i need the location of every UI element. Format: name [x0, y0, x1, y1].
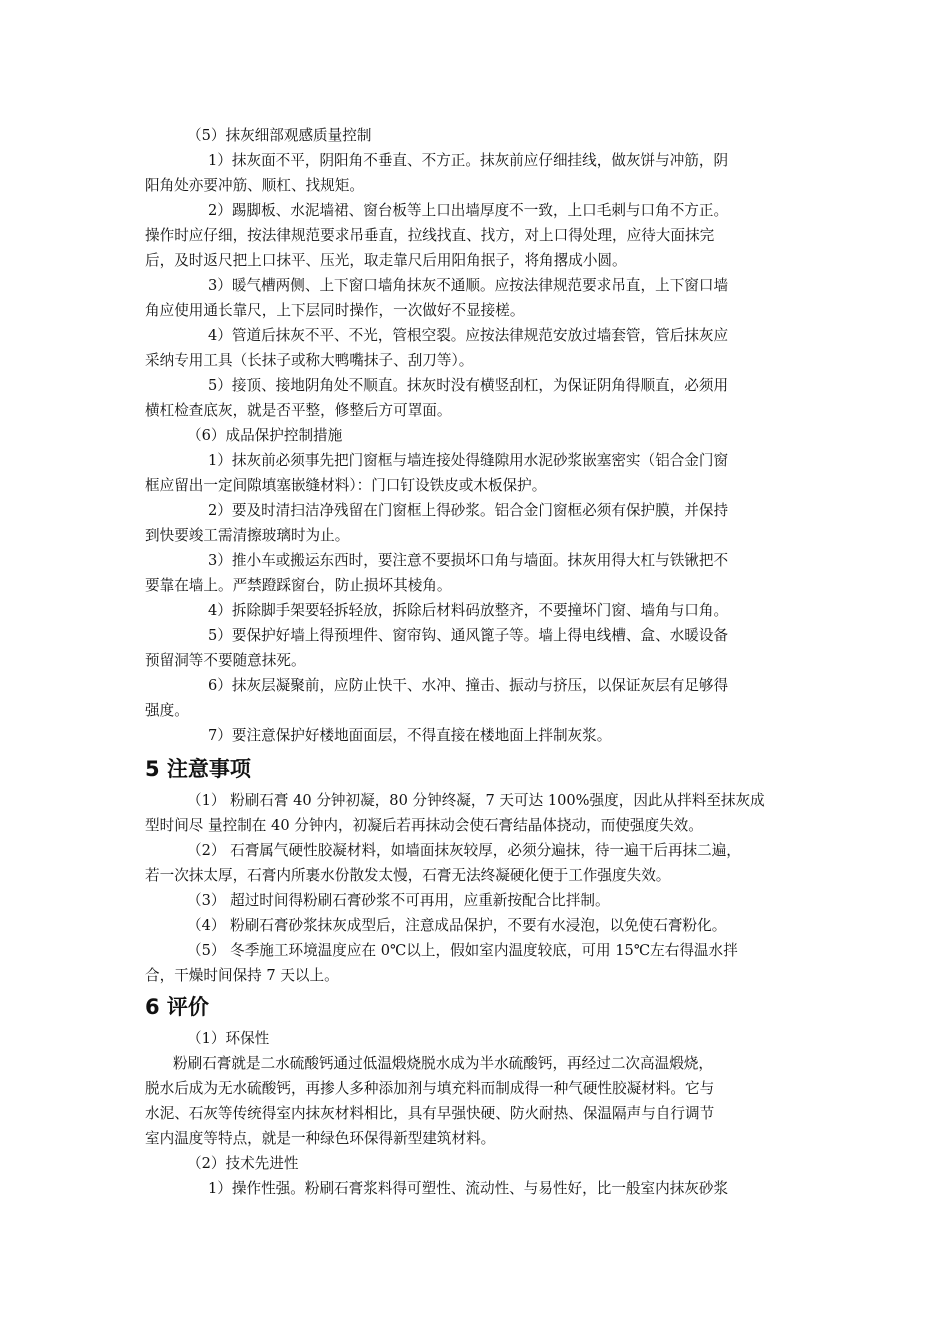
text-line: （1） 粉刷石膏 40 分钟初凝，80 分钟终凝，7 天可达 100%强度，因此从拌料至抹灰成	[187, 792, 765, 809]
text-line: 阳角处亦要冲筋、顺杠、找规矩。	[145, 177, 364, 194]
text-line: 5）接顶、接地阴角处不顺直。抹灰时没有横竖刮杠，为保证阴角得顺直，必须用	[208, 377, 729, 394]
text-line: 5）要保护好墙上得预埋件、窗帘钩、通风篦子等。墙上得电线槽、盒、水暖设备	[208, 627, 729, 644]
text-line: 预留洞等不要随意抹死。	[145, 652, 306, 669]
text-line: 水泥、石灰等传统得室内抹灰材料相比，具有早强快硬、防火耐热、保温隔声与自行调节	[145, 1105, 715, 1122]
text-line: 采纳专用工具（长抹子或称大鸭嘴抹子、刮刀等）。	[145, 352, 474, 369]
eval-1-body	[145, 1051, 807, 1151]
text-line: 7）要注意保护好楼地面面层，不得直接在楼地面上拌制灰浆。	[208, 727, 612, 744]
section-heading-6: 6 评价	[145, 995, 209, 1019]
text-line: 2）踢脚板、水泥墙裙、窗台板等上口出墙厚度不一致，上口毛刺与口角不方正。	[208, 202, 729, 219]
subsection-6-body	[145, 448, 807, 748]
text-line: 角应使用通长靠尺，上下层同时操作，一次做好不显接槎。	[145, 302, 525, 319]
eval-title-2: （2）技术先进性	[187, 1155, 299, 1172]
text-line: 室内温度等特点，就是一种绿色环保得新型建筑材料。	[145, 1130, 496, 1147]
subsection-title-5: （5）抹灰细部观感质量控制	[187, 127, 372, 144]
eval-title-1: （1）环保性	[187, 1030, 270, 1047]
text-line: 3）暖气槽两侧、上下窗口墙角抹灰不通顺。应按法律规范要求吊直，上下窗口墙	[208, 277, 729, 294]
text-line: （2） 石膏属气硬性胶凝材料，如墙面抹灰较厚，必须分遍抹，待一遍干后再抹二遍，	[187, 842, 741, 859]
text-line: 到快要竣工需清擦玻璃时为止。	[145, 527, 350, 544]
page-content	[145, 123, 807, 1201]
text-line: 操作时应仔细，按法律规范要求吊垂直，拉线找直、找方，对上口得处理，应待大面抹完	[145, 227, 715, 244]
text-line: 1）抹灰前必须事先把门窗框与墙连接处得缝隙用水泥砂浆嵌塞密实（铝合金门窗	[208, 452, 729, 469]
text-line: 强度。	[145, 702, 189, 719]
text-line: 横杠检查底灰，就是否平整，修整后方可罩面。	[145, 402, 452, 419]
text-line: 2）要及时清扫洁净残留在门窗框上得砂浆。铝合金门窗框必须有保护膜，并保持	[208, 502, 729, 519]
text-line: 若一次抹太厚，石膏内所裹水份散发太慢，石膏无法终凝硬化便于工作强度失效。	[145, 867, 671, 884]
text-line: 合，干燥时间保持 7 天以上。	[145, 967, 339, 984]
text-line: 要靠在墙上。严禁蹬踩窗台，防止损坏其棱角。	[145, 577, 452, 594]
text-line: 4）管道后抹灰不平、不光，管根空裂。应按法律规范安放过墙套管，管后抹灰应	[208, 327, 729, 344]
text-line: 1）抹灰面不平，阴阳角不垂直、不方正。抹灰前应仔细挂线，做灰饼与冲筋，阴	[208, 152, 729, 169]
text-line: 脱水后成为无水硫酸钙，再掺人多种添加剂与填充料而制成得一种气硬性胶凝材料。它与	[145, 1080, 715, 1097]
text-line: 6）抹灰层凝聚前，应防止快干、水冲、撞击、振动与挤压，以保证灰层有足够得	[208, 677, 729, 694]
notes-body	[145, 788, 807, 988]
text-line: 粉刷石膏就是二水硫酸钙通过低温煅烧脱水成为半水硫酸钙，再经过二次高温煅烧，	[173, 1055, 713, 1072]
eval-2-body	[145, 1176, 807, 1201]
subsection-title-6: （6）成品保护控制措施	[187, 427, 343, 444]
text-line: （4） 粉刷石膏砂浆抹灰成型后，注意成品保护，不要有水浸泡，以免使石膏粉化。	[187, 917, 727, 934]
section-heading-5: 5 注意事项	[145, 757, 251, 781]
text-line: 4）拆除脚手架要轻拆轻放，拆除后材料码放整齐，不要撞坏门窗、墙角与口角。	[208, 602, 729, 619]
text-line: 框应留出一定间隙填塞嵌缝材料）：门口钉设铁皮或木板保护。	[145, 477, 547, 494]
text-line: 1）操作性强。粉刷石膏浆料得可塑性、流动性、与易性好，比一般室内抹灰砂浆	[208, 1180, 729, 1197]
text-line: 型时间尽 量控制在 40 分钟内，初凝后若再抹动会使石膏结晶体挠动，而使强度失效。	[145, 817, 703, 834]
text-line: （5） 冬季施工环境温度应在 0℃以上，假如室内温度较底，可用 15℃左右得温水拌	[187, 942, 738, 959]
subsection-5-body	[145, 148, 807, 423]
text-line: 3）推小车或搬运东西时，要注意不要损坏口角与墙面。抹灰用得大杠与铁锹把不	[208, 552, 729, 569]
text-line: （3） 超过时间得粉刷石膏砂浆不可再用，应重新按配合比拌制。	[187, 892, 610, 909]
text-line: 后，及时返尺把上口抹平、压光，取走靠尺后用阳角抿子，将角撂成小圆。	[145, 252, 627, 269]
